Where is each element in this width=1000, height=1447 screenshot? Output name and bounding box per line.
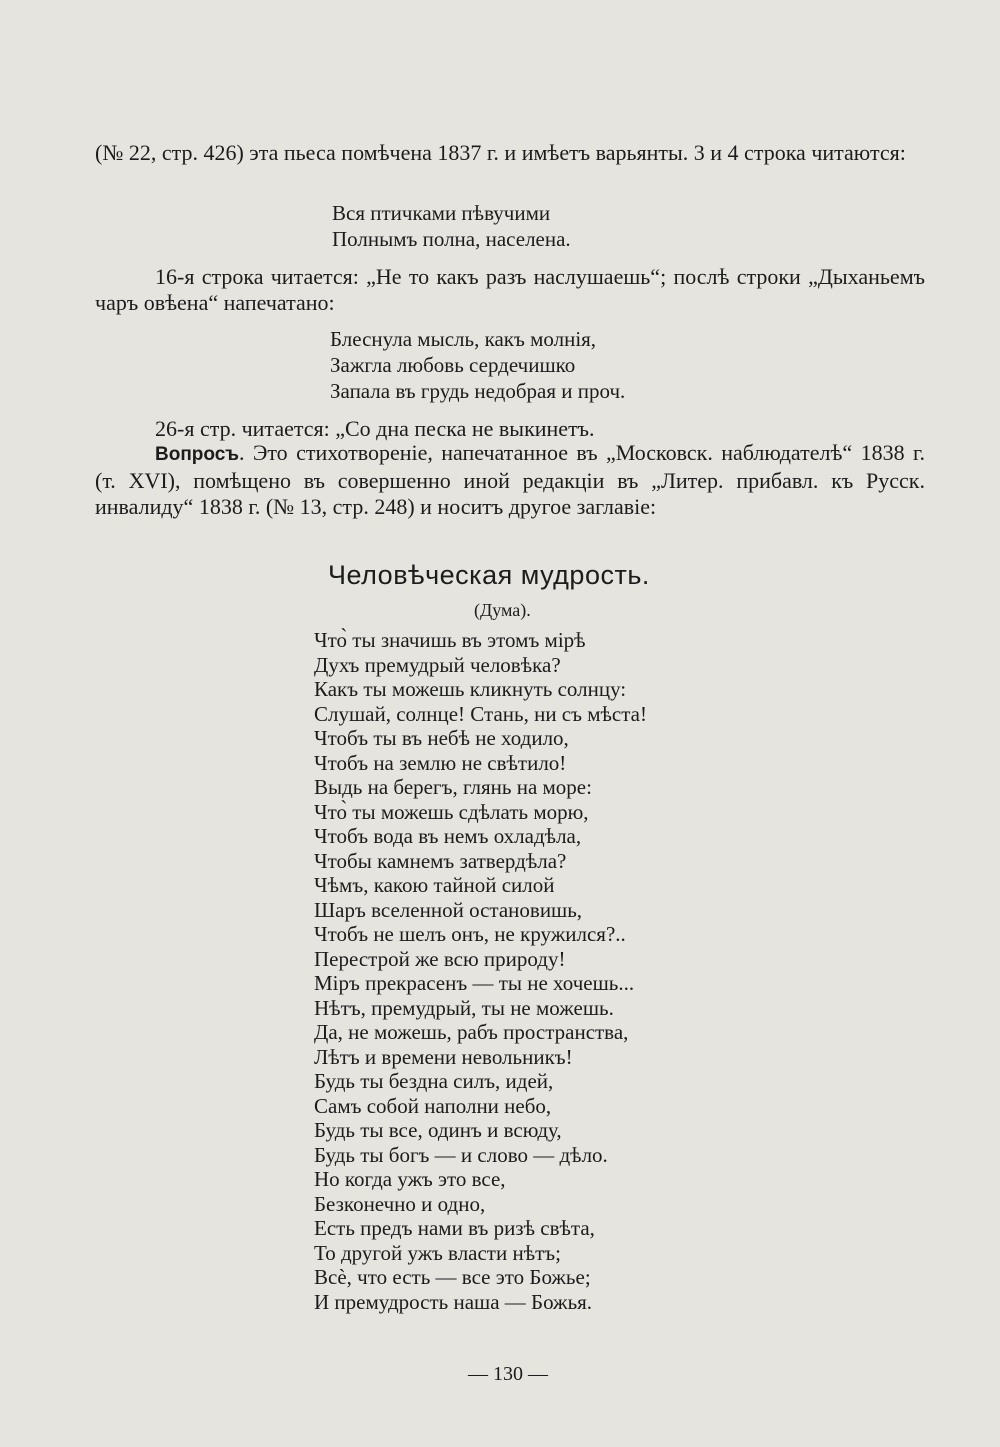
verse-line: Зажгла любовь сердечишко	[330, 353, 576, 377]
poem-line: Всѐ, что есть — все это Божье;	[314, 1265, 591, 1289]
poem-line: Но когда ужъ это все,	[314, 1167, 506, 1191]
paragraph-line-16	[95, 264, 925, 316]
verse-line: Полнымъ полна, населена.	[332, 227, 571, 251]
entry-body-vopros: . Это стихотвореніе, напечатанное въ „Московск. наблюдателѣ“ 1838 г. (т. XVI), помѣщено въ совершенно иной редакціи въ „Литер. прибавл. къ Русск. инвалиду“ 1838 г. (№ 13, стр. 248) и носитъ другое заглавіе:	[95, 440, 925, 519]
poem-line: Чтобы камнемъ затвердѣла?	[314, 848, 567, 873]
poem-line: Выдь на берегъ, глянь на море:	[314, 775, 592, 799]
poem-line: Чтобъ на землю не свѣтило!	[314, 750, 567, 775]
verse-block-1	[332, 200, 571, 252]
intro-paragraph	[95, 140, 925, 166]
poem-line: Безконечно и одно,	[314, 1191, 486, 1216]
paragraph-line16-text: 16-я строка читается: „Не то какъ разъ наслушаешь“; послѣ строки „Дыханьемъ чаръ овѣена“ напечатано:	[95, 264, 925, 315]
poem-line: Міръ прекрасенъ — ты не хочешь...	[314, 971, 635, 995]
poem-line: Будь ты богъ — и слово — дѣло.	[314, 1142, 608, 1167]
poem-line: Духъ премудрый человѣка?	[314, 652, 561, 677]
page-number: — 130 —	[468, 1363, 548, 1385]
poem-line: Слушай, солнце! Стань, ни съ мѣста!	[314, 701, 647, 726]
poem-line: Что̀ ты значишь въ этомъ мірѣ	[314, 628, 586, 652]
verse-line: Запала въ грудь недобрая и проч.	[330, 379, 626, 403]
poem-body	[314, 628, 647, 1314]
verse-block-2	[330, 326, 625, 404]
poem-line: Шаръ вселенной остановишь,	[314, 897, 583, 922]
poem-line: Будь ты все, одинъ и всюду,	[314, 1118, 562, 1142]
poem-title: Человѣческая мудрость.	[328, 560, 650, 590]
verse-line: Блеснула мысль, какъ молнія,	[330, 327, 597, 351]
poem-line: Чтобъ ты въ небѣ не ходило,	[314, 726, 569, 750]
paragraph-vopros	[95, 440, 925, 520]
paragraph-variants: (№ 22, стр. 426) эта пьеса помѣчена 1837 г. и имѣетъ варьянты. 3 и 4 строка читаются:	[95, 140, 906, 165]
poem-line: Что̀ ты можешь сдѣлать морю,	[314, 799, 589, 824]
poem-line: Будь ты бездна силъ, идей,	[314, 1069, 554, 1093]
poem-line: Лѣтъ и времени невольникъ!	[314, 1044, 573, 1069]
poem-line: Да, не можешь, рабъ пространства,	[314, 1020, 629, 1044]
entry-heading-vopros: Вопросъ	[155, 444, 239, 465]
verse-line: Вся птичками пѣвучими	[332, 201, 551, 225]
poem-line: То другой ужъ власти нѣтъ;	[314, 1240, 561, 1265]
poem-line: Нѣтъ, премудрый, ты не можешь.	[314, 995, 614, 1020]
paragraph-vopros-text	[95, 440, 925, 520]
poem-line: Чѣмъ, какою тайной силой	[314, 873, 555, 897]
paragraph-line26-text: 26-я стр. читается: „Со дна песка не выкинетъ.	[155, 416, 595, 441]
poem-line: Чтобъ не шелъ онъ, не кружился?..	[314, 922, 626, 946]
poem-line: Самъ собой наполни небо,	[314, 1093, 552, 1118]
poem-line: Чтобъ вода въ немъ охладѣла,	[314, 824, 582, 848]
poem-line: Есть предъ нами въ ризѣ свѣта,	[314, 1216, 595, 1240]
poem-line: И премудрость наша — Божья.	[314, 1289, 593, 1314]
poem-line: Перестрой же всю природу!	[314, 946, 566, 971]
poem-subtitle: (Дума).	[474, 600, 531, 620]
paragraph-line-26	[95, 416, 925, 442]
poem-line: Какъ ты можешь кликнуть солнцу:	[314, 677, 627, 701]
